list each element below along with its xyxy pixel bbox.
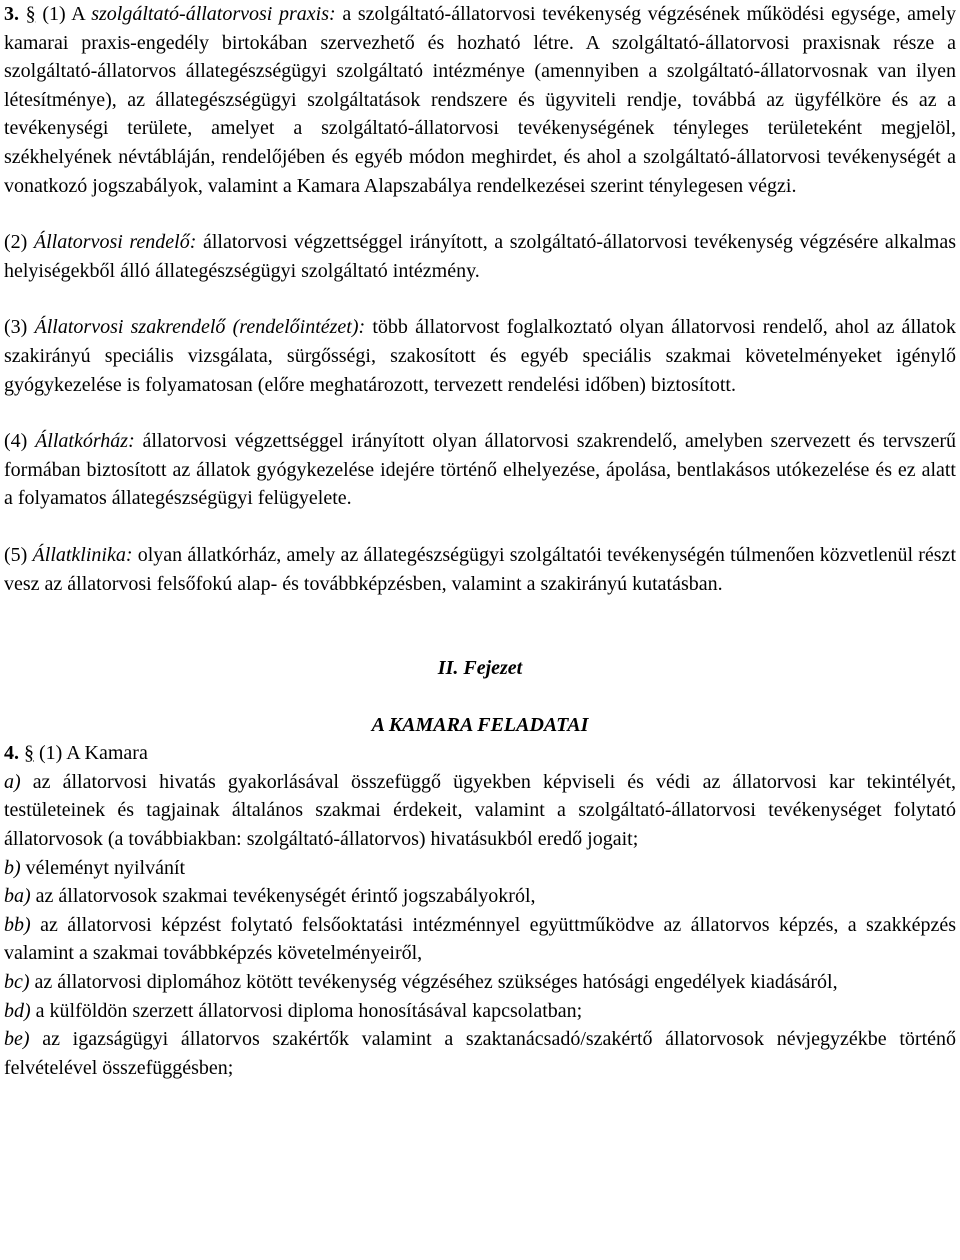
section-3-paragraph-2: (2) Állatorvosi rendelő: állatorvosi végzettséggel irányított, a szolgáltató-állatorvosi tevékenység végzésére alkalmas helyiségekből álló állategészségügyi szolgáltató intézmény. <box>4 231 956 282</box>
chapter-title: A KAMARA FELADATAI <box>371 713 589 736</box>
section-symbol: § <box>24 742 34 765</box>
defined-term: Állatorvosi szakrendelő (rendelőintézet): <box>34 316 366 339</box>
section-number: 4. <box>4 742 19 765</box>
section-symbol: § <box>25 3 36 25</box>
section-3-paragraph-5: (5) Állatklinika: olyan állatkórház, amely az állategészségügyi szolgáltatói tevékenységén túlmenően közvetlenül részt vesz az állatorvosi felsőfokú alap- és továbbképzésben, valamint a szakirányú kutatásban. <box>4 543 956 595</box>
list-item-b: b) véleményt nyilvánít <box>4 856 186 879</box>
section-number: 3. <box>4 3 19 25</box>
list-item-a: a) az állatorvosi hivatás gyakorlásával összefüggő ügyekben képviseli és védi az állatorvosi kar tekintélyét, testületeinek és tagjainak általános szakmai érdekeit, valamint a szolgáltató-állatorvosi tevékenységet folytató állatorvosok (a továbbiakban: szolgáltató-állatorvos) hivatásukból eredő jogait; <box>4 770 956 851</box>
list-item-bc: bc) az állatorvosi diplomához kötött tevékenység végzéséhez szükséges hatósági engedélyek kiadásáról, <box>4 971 838 994</box>
list-item-bd: bd) a külföldön szerzett állatorvosi diploma honosításával kapcsolatban; <box>4 999 583 1022</box>
defined-term: Állatkórház: <box>35 430 135 453</box>
defined-term: Állatklinika: <box>32 543 133 566</box>
section-3-paragraph-3: (3) Állatorvosi szakrendelő (rendelőintézet): több állatorvost foglalkoztató olyan állatorvosi rendelő, ahol az állatok szakirányú speciális vizsgálata, sürgősségi, szakosított és egyéb speciális szakmai követelményeket igénylő gyógykezelése is folyamatosan (előre meghatározott, tervezett rendelési időben) biztosított. <box>4 316 956 396</box>
list-item-ba: ba) az állatorvosok szakmai tevékenységét érintő jogszabályokról, <box>4 885 536 908</box>
section-3-paragraph-1: 3. § (1) A szolgáltató-állatorvosi praxis: a szolgáltató-állatorvosi tevékenység végzésének működési egysége, amely kamarai praxis-engedély birtokában szervezhető és hozható létre. A szolgáltató-állatorvosi praxisnak része a szolgáltató-állatorvos állategészségügyi szolgáltató intézménye (amennyiben a szolgáltató-állatorvosnak van ilyen létesítménye), az állategészségügyi szolgáltatások rendszere és ügyviteli rendje, továbbá az ügyfélköre és az a tevékenységi területe, amelyet a szolgáltató-állatorvosi tevékenységének tényleges területeként megjelöl, székhelyének névtábláján, rendelőjében és egyéb módon meghirdet, és ahol a szolgáltató-állatorvosi tevékenységét a vonatkozó jogszabályok, valamint a Kamara Alapszabálya rendelkezései szerint ténylegesen végzi. <box>4 3 957 197</box>
section-4-intro: 4. § (1) A Kamara <box>4 742 148 765</box>
defined-term: Állatorvosi rendelő: <box>33 231 197 254</box>
section-3-paragraph-4: (4) Állatkórház: állatorvosi végzettséggel irányított olyan állatorvosi szakrendelő, amelyben szervezett és tervszerű formában biztosított az állatok gyógykezelése idejére történő elhelyezése, ápolása, bentlakásos utókezelése és ez alatt a folyamatos állategészségügyi felügyelete. <box>4 430 956 510</box>
defined-term: szolgáltató-állatorvosi praxis: <box>91 3 336 25</box>
list-item-bb: bb) az állatorvosi képzést folytató felsőoktatási intézménnyel együttműködve az állatorvos képzés, a szakképzés valamint a szakmai továbbképzés követelményeiről, <box>4 913 956 965</box>
chapter-number: II. Fejezet <box>437 657 523 680</box>
list-item-be: be) az igazságügyi állatorvos szakértők valamint a szaktanácsadó/szakértő állatorvosok névjegyzékbe történő felvételével összefüggésben; <box>4 1028 956 1079</box>
